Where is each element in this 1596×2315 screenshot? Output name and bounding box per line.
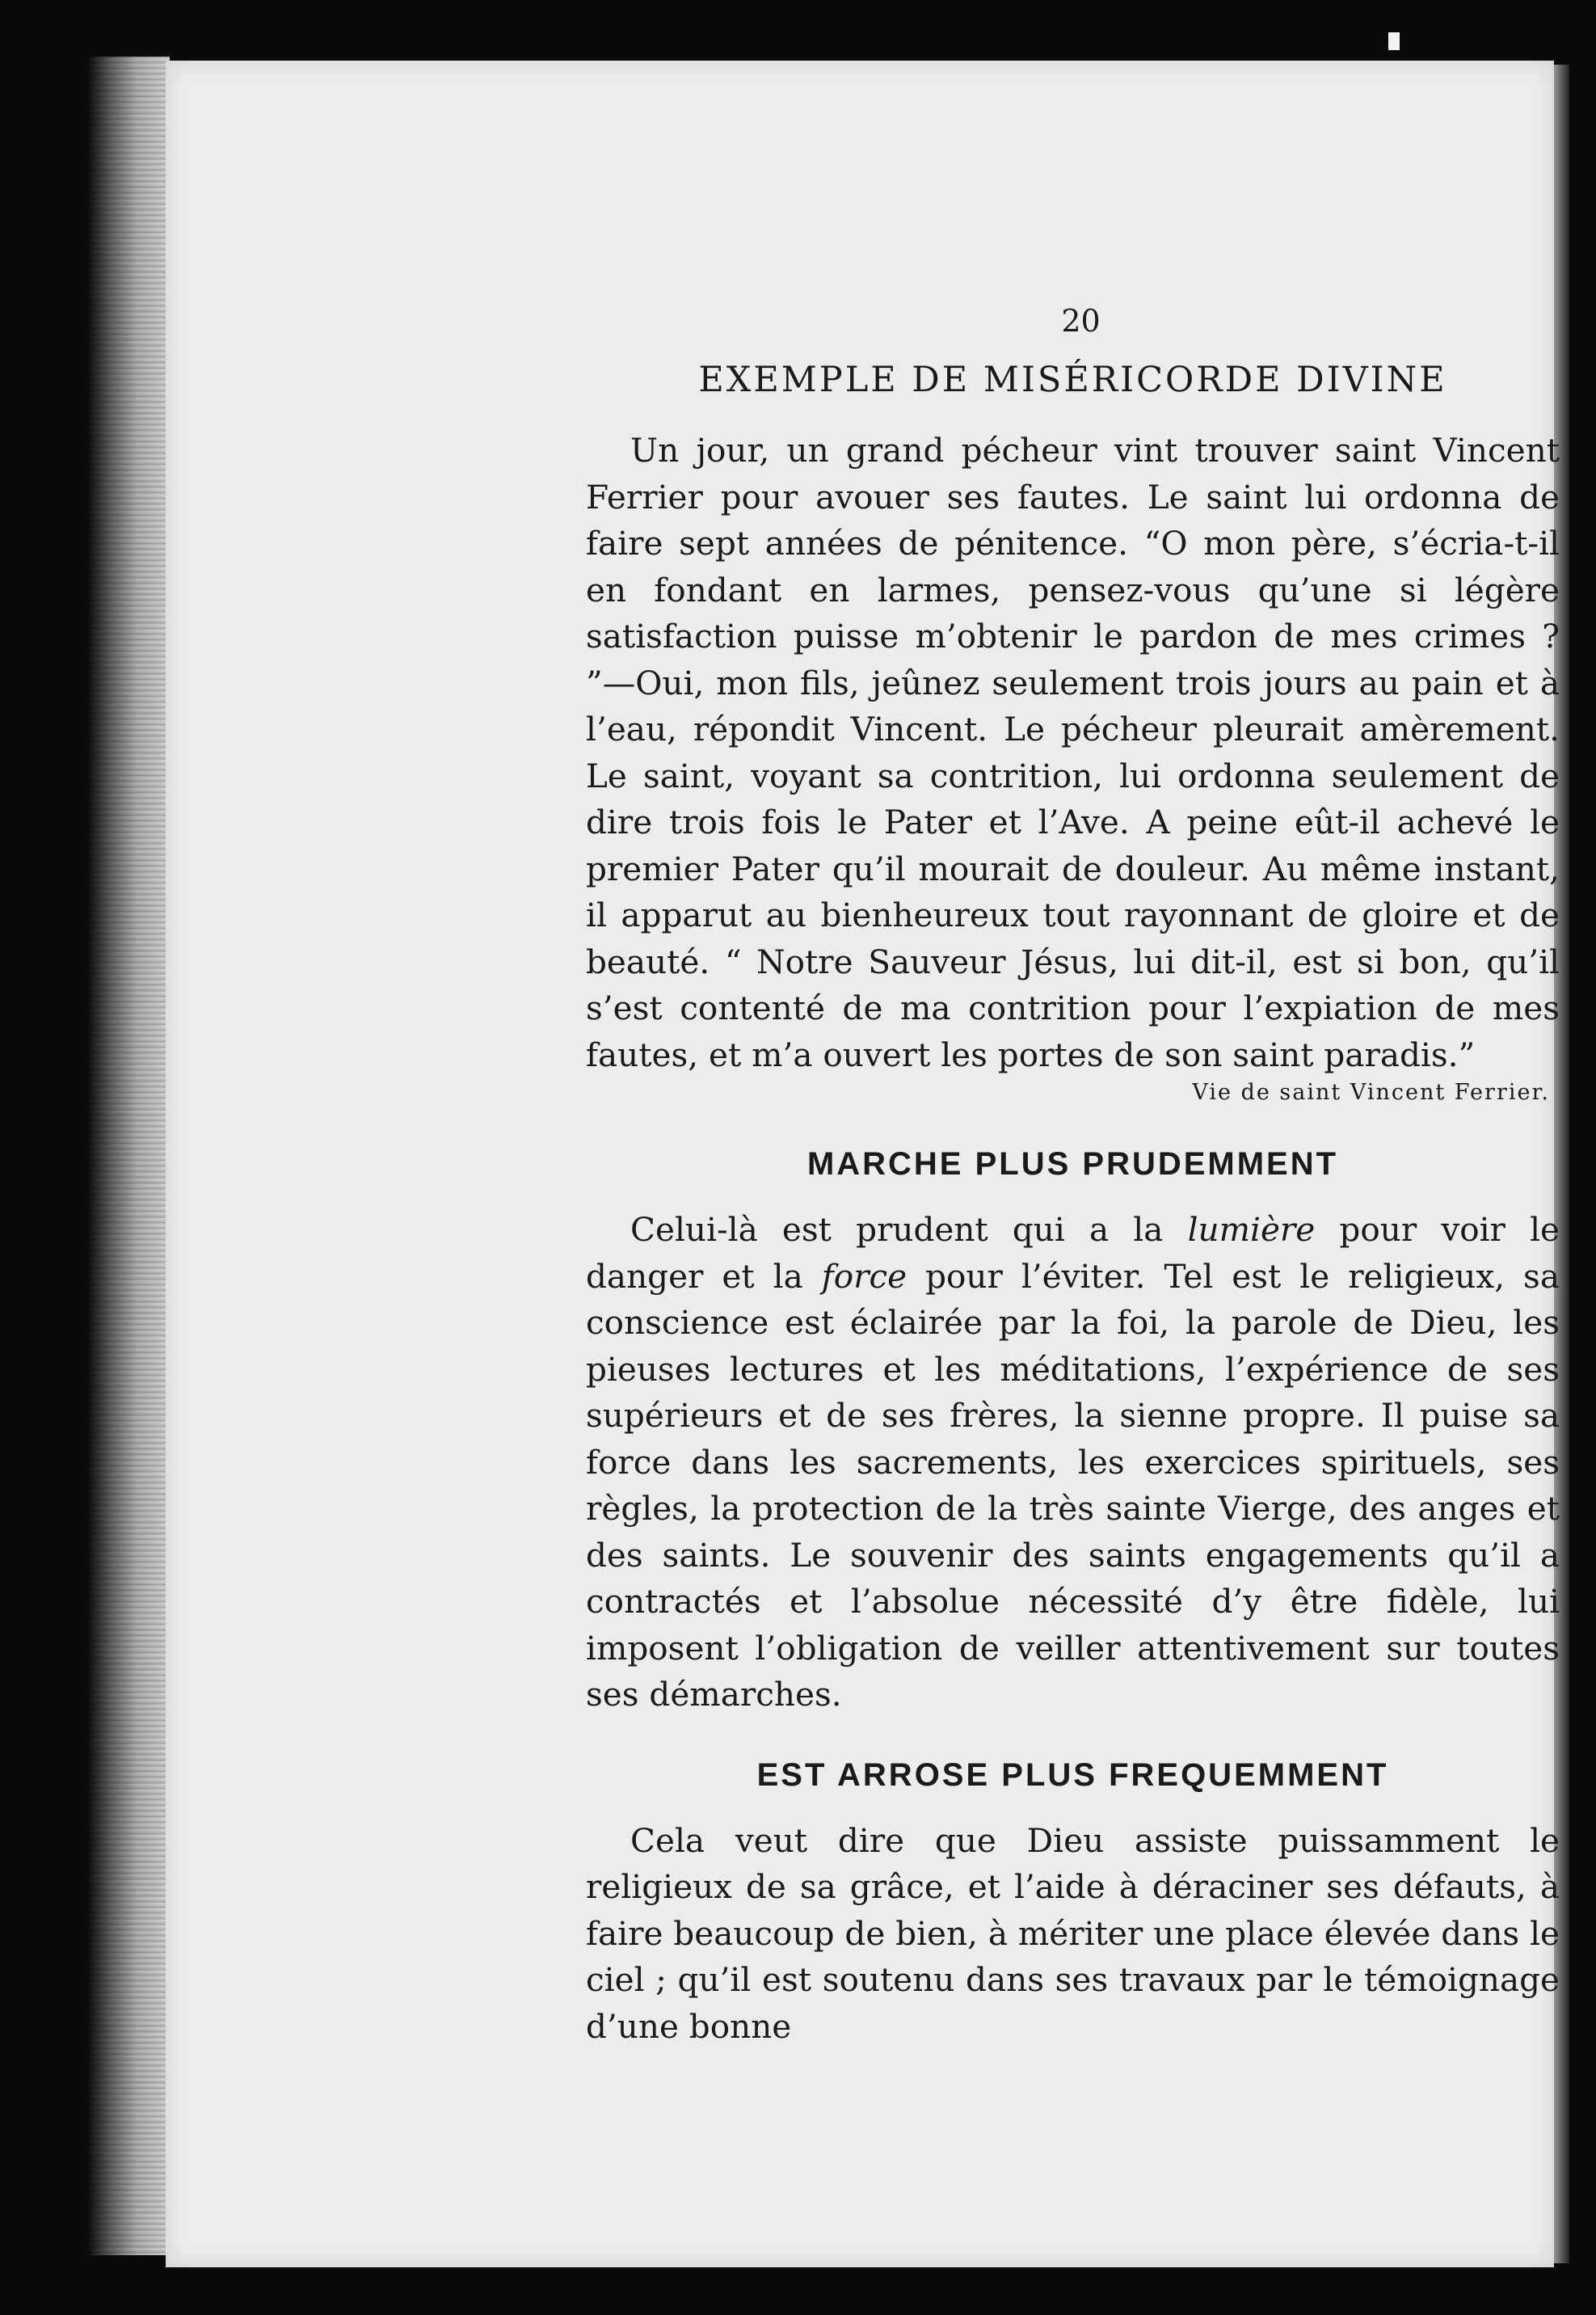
paragraph-marche-mid: pour voir le danger et la <box>586 1210 1560 1296</box>
section-title-misericorde: EXEMPLE DE MISÉRICORDE DIVINE <box>698 360 1447 400</box>
page-number: 20 <box>1061 303 1101 339</box>
paragraph-marche-start: Celui-là est prudent qui a la <box>630 1210 1188 1249</box>
paragraph-marche <box>586 1207 1560 1718</box>
paragraph-arrose: Cela veut dire que Dieu assiste puissamment le religieux de sa grâce, et l’aide à déraciner ses défauts, à faire beaucoup de bien, à mériter une place élevée dans le ciel ; qu’il est soutenu dans ses travaux par le témoignage d’une bonne <box>586 1820 1560 2046</box>
section-title-marche: MARCHE PLUS PRUDEMMENT <box>806 1146 1339 1182</box>
book-spine-edge <box>89 57 170 2255</box>
paragraph-marche-end: pour l’éviter. Tel est le religieux, sa conscience est éclairée par la foi, la parole de Dieu, les pieuses lectures et les méditations, l’expérience de ses supérieurs et de ses frères, la sienne propre. Il puise sa force dans les sacrements, les exercices spirituels, ses règles, la protection de la très sainte Vierge, des anges et des saints. Le souvenir des saints engagements qu’il a contractés et l’absolue nécessité d’y être fidèle, lui imposent l’obligation de veiller attentivement sur toutes ses démarches. <box>586 1256 1560 1714</box>
book-page <box>166 61 1560 2267</box>
section-title-arrose: EST ARROSE PLUS FREQUEMMENT <box>756 1756 1389 1793</box>
scan-speck <box>1388 32 1400 50</box>
emphasis-force: force <box>821 1256 907 1296</box>
emphasis-lumiere: lumière <box>1187 1210 1316 1249</box>
source-citation: Vie de saint Vincent Ferrier. <box>1192 1080 1550 1105</box>
paragraph-misericorde: Un jour, un grand pécheur vint trouver saint Vincent Ferrier pour avouer ses fautes. Le saint lui ordonna de faire sept années de pénitence. “O mon père, s’écria-t-il en fondant en larmes, pensez-vous qu’une si légère satisfaction puisse m’obtenir le pardon de mes crimes ? ”—Oui, mon fils, jeûnez seulement trois jours au pain et à l’eau, répondit Vincent. Le pécheur pleurait amèrement. Le saint, voyant sa contrition, lui ordonna seulement de dire trois fois le Pater et l’Ave. A peine eût-il achevé le premier Pater qu’il mourait de douleur. Au même instant, il apparut au bienheureux tout rayonnant de gloire et de beauté. “ Notre Sauveur Jésus, lui dit-il, est si bon, qu’il s’est contenté de ma contrition pour l’expiation de mes fautes, et m’a ouvert les portes de son saint paradis.” <box>586 431 1560 1074</box>
page-text-block <box>586 303 1560 2050</box>
